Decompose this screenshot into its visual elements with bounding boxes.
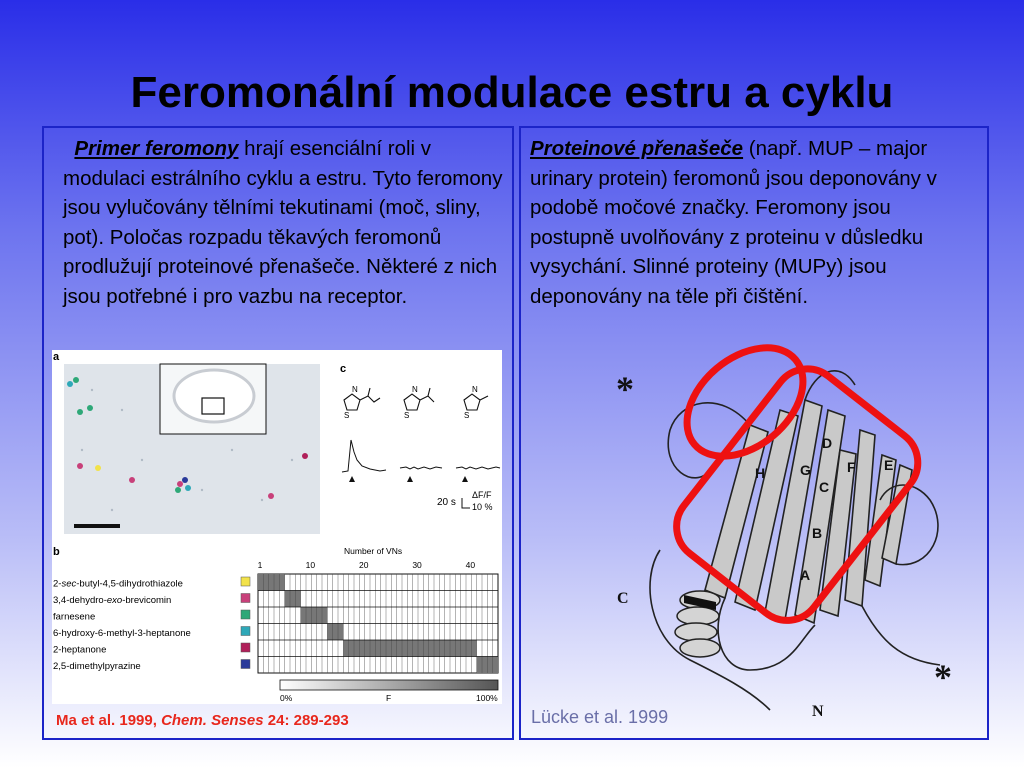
compound-color-swatch [241,660,250,669]
compound-label: 3,4-dehydro-exo-brevicomin [53,595,172,606]
cell-marker [77,409,83,415]
right-body-text: (např. MUP – major urinary protein) feromonů jsou deponovány v podobě močové značky. Feromony jsou postupně uvolňovány z proteinu v důsledku vysychání. Slinné proteiny (MUPy) jsou deponovány na těle při čištění. [530,137,937,308]
svg-text:A: A [800,567,811,583]
calcium-traces [342,440,500,472]
stimulus-arrows [349,476,468,482]
citation-journal: Chem. Senses [161,712,264,729]
c-terminus-label: C [617,590,629,607]
compound-label: 2-sec-butyl-4,5-dihydrothiazole [53,578,183,590]
left-body-text: hrají esenciální roli v modulaci estrálního cyklu a estru. Tyto feromony jsou vylučovány tělními tekutinami (moč, sliny, pot). Poločas rozpadu těkavých feromonů prodlužují proteinové přenašeče. Některé z nich jsou potřebné i pro vazbu na receptor. [63,137,503,308]
cell-marker [95,465,101,471]
cell-marker [73,377,79,383]
vns-tick-label: 40 [465,560,476,570]
svg-text:B: B [812,525,823,541]
response-block [285,591,301,608]
n-terminus-label: N [812,703,824,720]
panel-c-label: c [340,363,347,375]
vns-tick-label: 20 [359,560,369,570]
protein-svg [600,340,980,730]
scale-time-label: 20 s [437,497,456,508]
scale-bar [74,524,120,528]
compound-color-swatch [241,610,250,619]
star-marker-top: * [616,369,634,409]
left-keyword: Primer feromony [74,137,239,160]
svg-text:H: H [755,465,766,481]
left-citation [56,712,349,729]
mol-n-label: N [352,385,358,394]
protein-structure [600,340,980,730]
cell-marker [182,477,188,483]
intensity-scalebar [280,680,498,690]
response-block [343,640,476,657]
svg-text:G: G [800,462,811,478]
cell-marker [302,453,308,459]
citation-authors: Ma et al. 1999, [56,712,162,729]
scale-bracket [462,498,470,508]
right-paragraph [530,134,976,311]
cell-marker [185,485,191,491]
response-grid [258,574,498,673]
mol-s-label: S [464,411,470,420]
compound-list [53,577,250,672]
vns-tick-label: 1 [257,560,263,570]
cell-marker [175,487,181,493]
mol-s-label: S [344,411,350,420]
svg-text:E: E [884,457,894,473]
figure-svg [52,350,502,704]
scalebar-max: 100% [476,693,498,703]
response-block [327,624,343,641]
scale-ratio-label: ΔF/F [472,490,492,500]
response-block [301,607,328,624]
mol-n-label: N [472,385,478,394]
scalebar-min: 0% [280,693,293,703]
response-block [258,574,285,591]
citation-volume: 24: 289-293 [263,712,349,729]
svg-text:D: D [822,435,833,451]
compound-label: 2-heptanone [53,644,107,656]
svg-text:C: C [819,479,830,495]
compound-color-swatch [241,643,250,652]
cell-marker [268,493,274,499]
vns-axis [258,560,476,570]
cell-marker [177,481,183,487]
panel-b-label: b [53,546,60,558]
cell-marker [77,463,83,469]
compound-label: 6-hydroxy-6-methyl-3-heptanone [53,628,191,639]
right-keyword: Proteinové přenašeče [530,137,744,160]
scalebar-mid: F [386,693,392,703]
cell-marker [87,405,93,411]
compound-color-swatch [241,577,250,586]
cell-marker [129,477,135,483]
svg-text:F: F [847,459,856,475]
right-citation: Lücke et al. 1999 [531,707,669,727]
panel-a-label: a [53,351,60,363]
left-paragraph [63,134,511,311]
compound-label: 2,5-dimethylpyrazine [53,661,141,672]
mol-s-label: S [404,411,410,420]
vns-tick-label: 10 [305,560,316,570]
compound-label: farnesene [53,611,96,623]
calcium-imaging-figure [52,350,502,704]
mol-n-label: N [412,385,418,394]
vns-tick-label: 30 [412,560,422,570]
vns-title: Number of VNs [344,546,403,556]
compound-color-swatch [241,627,250,636]
cell-marker [67,381,73,387]
star-marker-bottom: * [934,657,952,697]
slide-title: Feromonální modulace estru a cyklu [130,68,894,117]
compound-color-swatch [241,594,250,603]
scale-pct-label: 10 % [472,502,493,512]
